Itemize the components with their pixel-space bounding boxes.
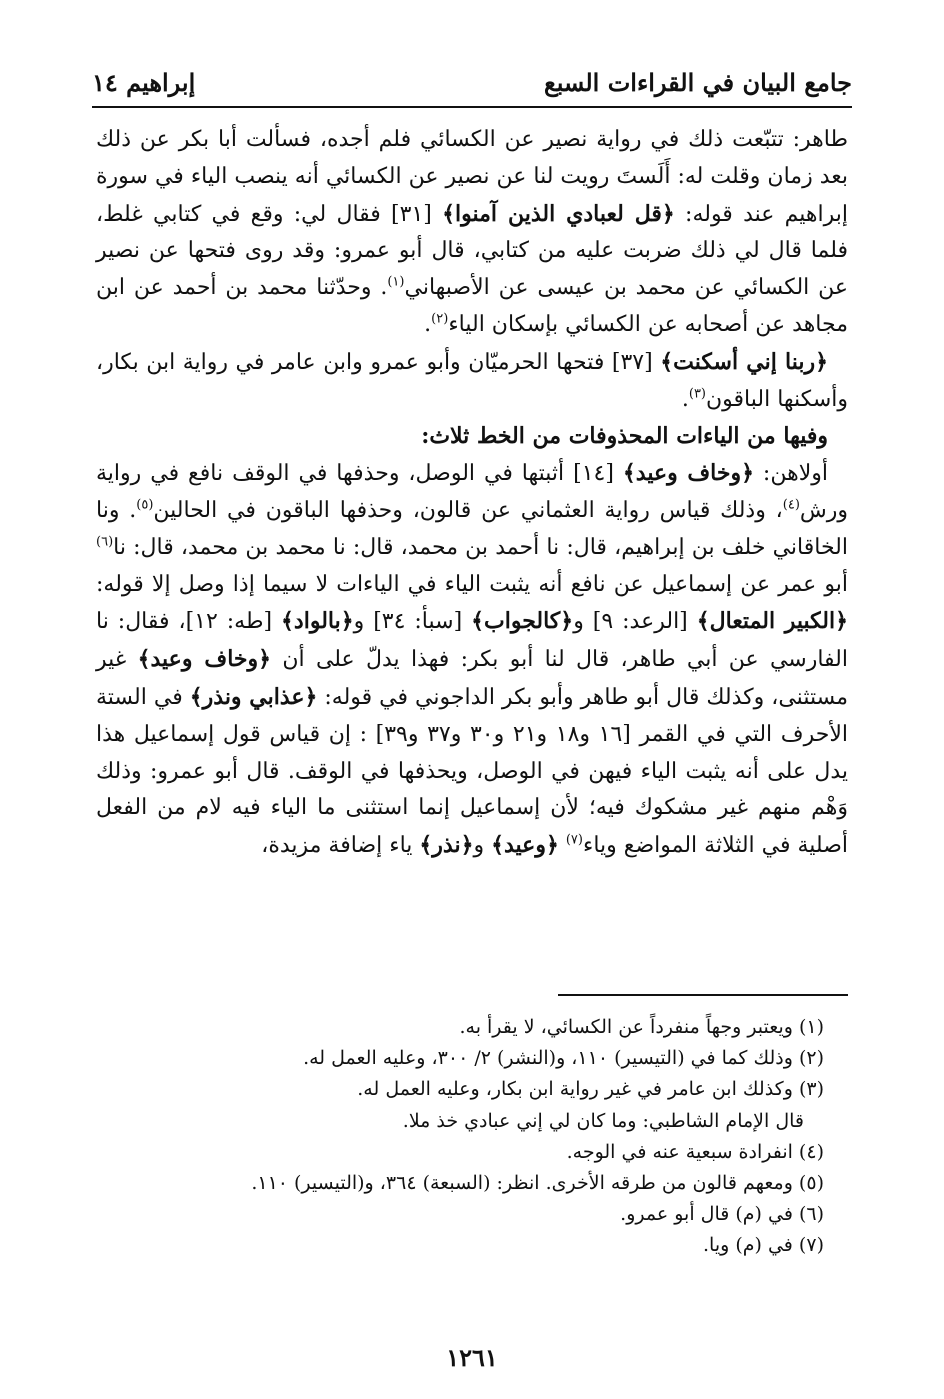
text-run: ، وذلك قياس رواية العثماني عن قالون، وحذفها الباقون في الحالين: [153, 497, 783, 523]
text-run: ياء إضافة مزيدة،: [261, 833, 420, 859]
footnotes: [96, 1012, 848, 1262]
text-run: أولاهن:: [753, 461, 828, 487]
text-run: .: [681, 386, 689, 412]
text-run: طاهر: تتبّعت ذلك في رواية نصير عن الكسائي فلم أجده، فسألت أبا بكر عن ذلك بعد زمان وقلت له: أَلَستَ رويت لنا عن نصير عن الكسائي أنه ينصب الياء في سورة إبراهيم عند قوله:: [96, 127, 849, 227]
footnote: (٦) في (م) قال أبو عمرو.: [620, 1203, 824, 1226]
footnote-ref: (٢): [431, 311, 449, 327]
footnote: (١) ويعتبر وجهاً منفرداً عن الكسائي، لا يقرأ به.: [459, 1016, 824, 1038]
quran-quote: ﴿وعيد﴾: [491, 832, 559, 859]
text-run: . وحدّثنا محمد بن أحمد عن ابن مجاهد عن أصحابه عن الكسائي بإسكان الياء: [96, 275, 848, 337]
quran-quote: ﴿بالواد﴾: [281, 608, 354, 635]
quran-quote: ﴿نذر﴾: [419, 832, 474, 859]
footnote-continuation: قال الإمام الشاطبي: وما كان لي إني عبادي خذ ملا.: [402, 1109, 804, 1132]
quran-quote: ﴿وخاف وعيد﴾: [137, 646, 272, 673]
section-heading: [96, 418, 848, 455]
text-run: [559, 833, 566, 858]
footnote-ref: (١): [387, 274, 405, 290]
footnote: (٣) وكذلك ابن عامر في غير رواية ابن بكار، وعليه العمل له.: [357, 1078, 824, 1101]
page-number: ١٢٦١: [446, 1343, 498, 1372]
text-run: أبو عمر عن إسماعيل عن نافع أنه يثبت الياء في الياءات لا سيما إذا وصل إلا قوله:: [96, 571, 848, 597]
running-header: [92, 60, 852, 108]
footnote-ref: (٥): [136, 497, 154, 513]
footnote: (٤) انفرادة سبعية عنه في الوجه.: [566, 1140, 824, 1163]
text-run: [الرعد: ٩] و: [573, 609, 697, 635]
quran-quote: ﴿عذابي ونذر﴾: [189, 683, 318, 710]
footnote: (٥) ومعهم قالون من طرقه الأخرى. انظر: (السبعة) ٣٦٤، و(التيسير) ١١٠.: [251, 1172, 824, 1195]
quran-quote: ﴿ربنا إني أسكنت﴾: [660, 348, 828, 375]
footnote-ref: (٦): [96, 534, 114, 550]
text-run: غير مستثنى، وكذلك قال أبو طاهر وأبو بكر الداجوني في قوله:: [96, 647, 849, 710]
paragraph: [96, 455, 848, 865]
text-run: .: [424, 311, 432, 337]
paragraph: [96, 122, 848, 344]
text-run: و: [473, 833, 492, 859]
footnote: (٢) وذلك كما في (التيسير) ١١٠، و(النشر) ٢/ ٣٠٠، وعليه العمل له.: [303, 1047, 824, 1070]
footnote-ref: (٤): [782, 497, 800, 513]
quran-quote: ﴿كالجواب﴾: [471, 608, 574, 635]
text-run: [٣٧] فتحها الحرميّان وأبو عمرو وابن عامر في رواية ابن بكار، وأسكنها الباقون: [96, 349, 848, 412]
footnote-ref: (٣): [688, 386, 706, 402]
text-run: . ونا الخاقاني خلف بن إبراهيم، قال: نا أحمد بن محمد، قال: نا محمد بن محمد، قال: نا: [96, 497, 848, 560]
quran-quote: ﴿وخاف وعيد﴾: [622, 460, 754, 487]
footnote: (٧) في (م) ويا.: [703, 1234, 824, 1257]
text-run: [سبأ: ٣٤] و: [353, 609, 472, 635]
text-run: [١٤] أثبتها في الوصل، وحذفها في الوقف نافع في رواية ورش: [96, 461, 849, 523]
main-text: [96, 122, 848, 865]
paragraph: [96, 344, 848, 419]
quran-quote: ﴿الكبير المتعال﴾: [696, 608, 848, 635]
text-run: [طه: ١٢]، فقال: نا الفارسي عن أبي طاهر، قال لنا أبو بكر: فهذا يدلّ على أن: [96, 609, 848, 673]
footnote-divider: [558, 994, 848, 996]
text-run: [٣١] فقال لي: وقع في كتابي غلط، فلما قال لي ذلك ضربت عليه من كتابي، قال أبو عمرو: وقد روى فتحها عن نصير عن الكسائي عن محمد بن عيسى عن الأصبهاني: [96, 201, 849, 301]
quran-quote: ﴿قل لعبادي الذين آمنوا﴾: [442, 200, 675, 227]
text-run: في الستة الأحرف التي في القمر [١٦ و١٨ و٢١ و٣٠ و٣٧ و٣٩] : إن قياس قول إسماعيل هذا يدل على أنه يثبت الياء فيهن في الوصل، ويحذفها في الوقف. قال أبو عمرو: وذلك وَهْم منهم غير مشكوك فيه؛ لأن إسماعيل إنما استثنى ما الياء فيه لام من الفعل أصلية في الثلاثة المواضع وياء: [96, 684, 848, 859]
text-run: وفيها من الياءات المحذوفات من الخط ثلاث:: [421, 423, 828, 450]
surah-title: إبراهيم ١٤: [92, 68, 196, 97]
book-title: جامع البيان في القراءات السبع: [543, 68, 852, 97]
footnote-ref: (٧): [565, 832, 583, 848]
